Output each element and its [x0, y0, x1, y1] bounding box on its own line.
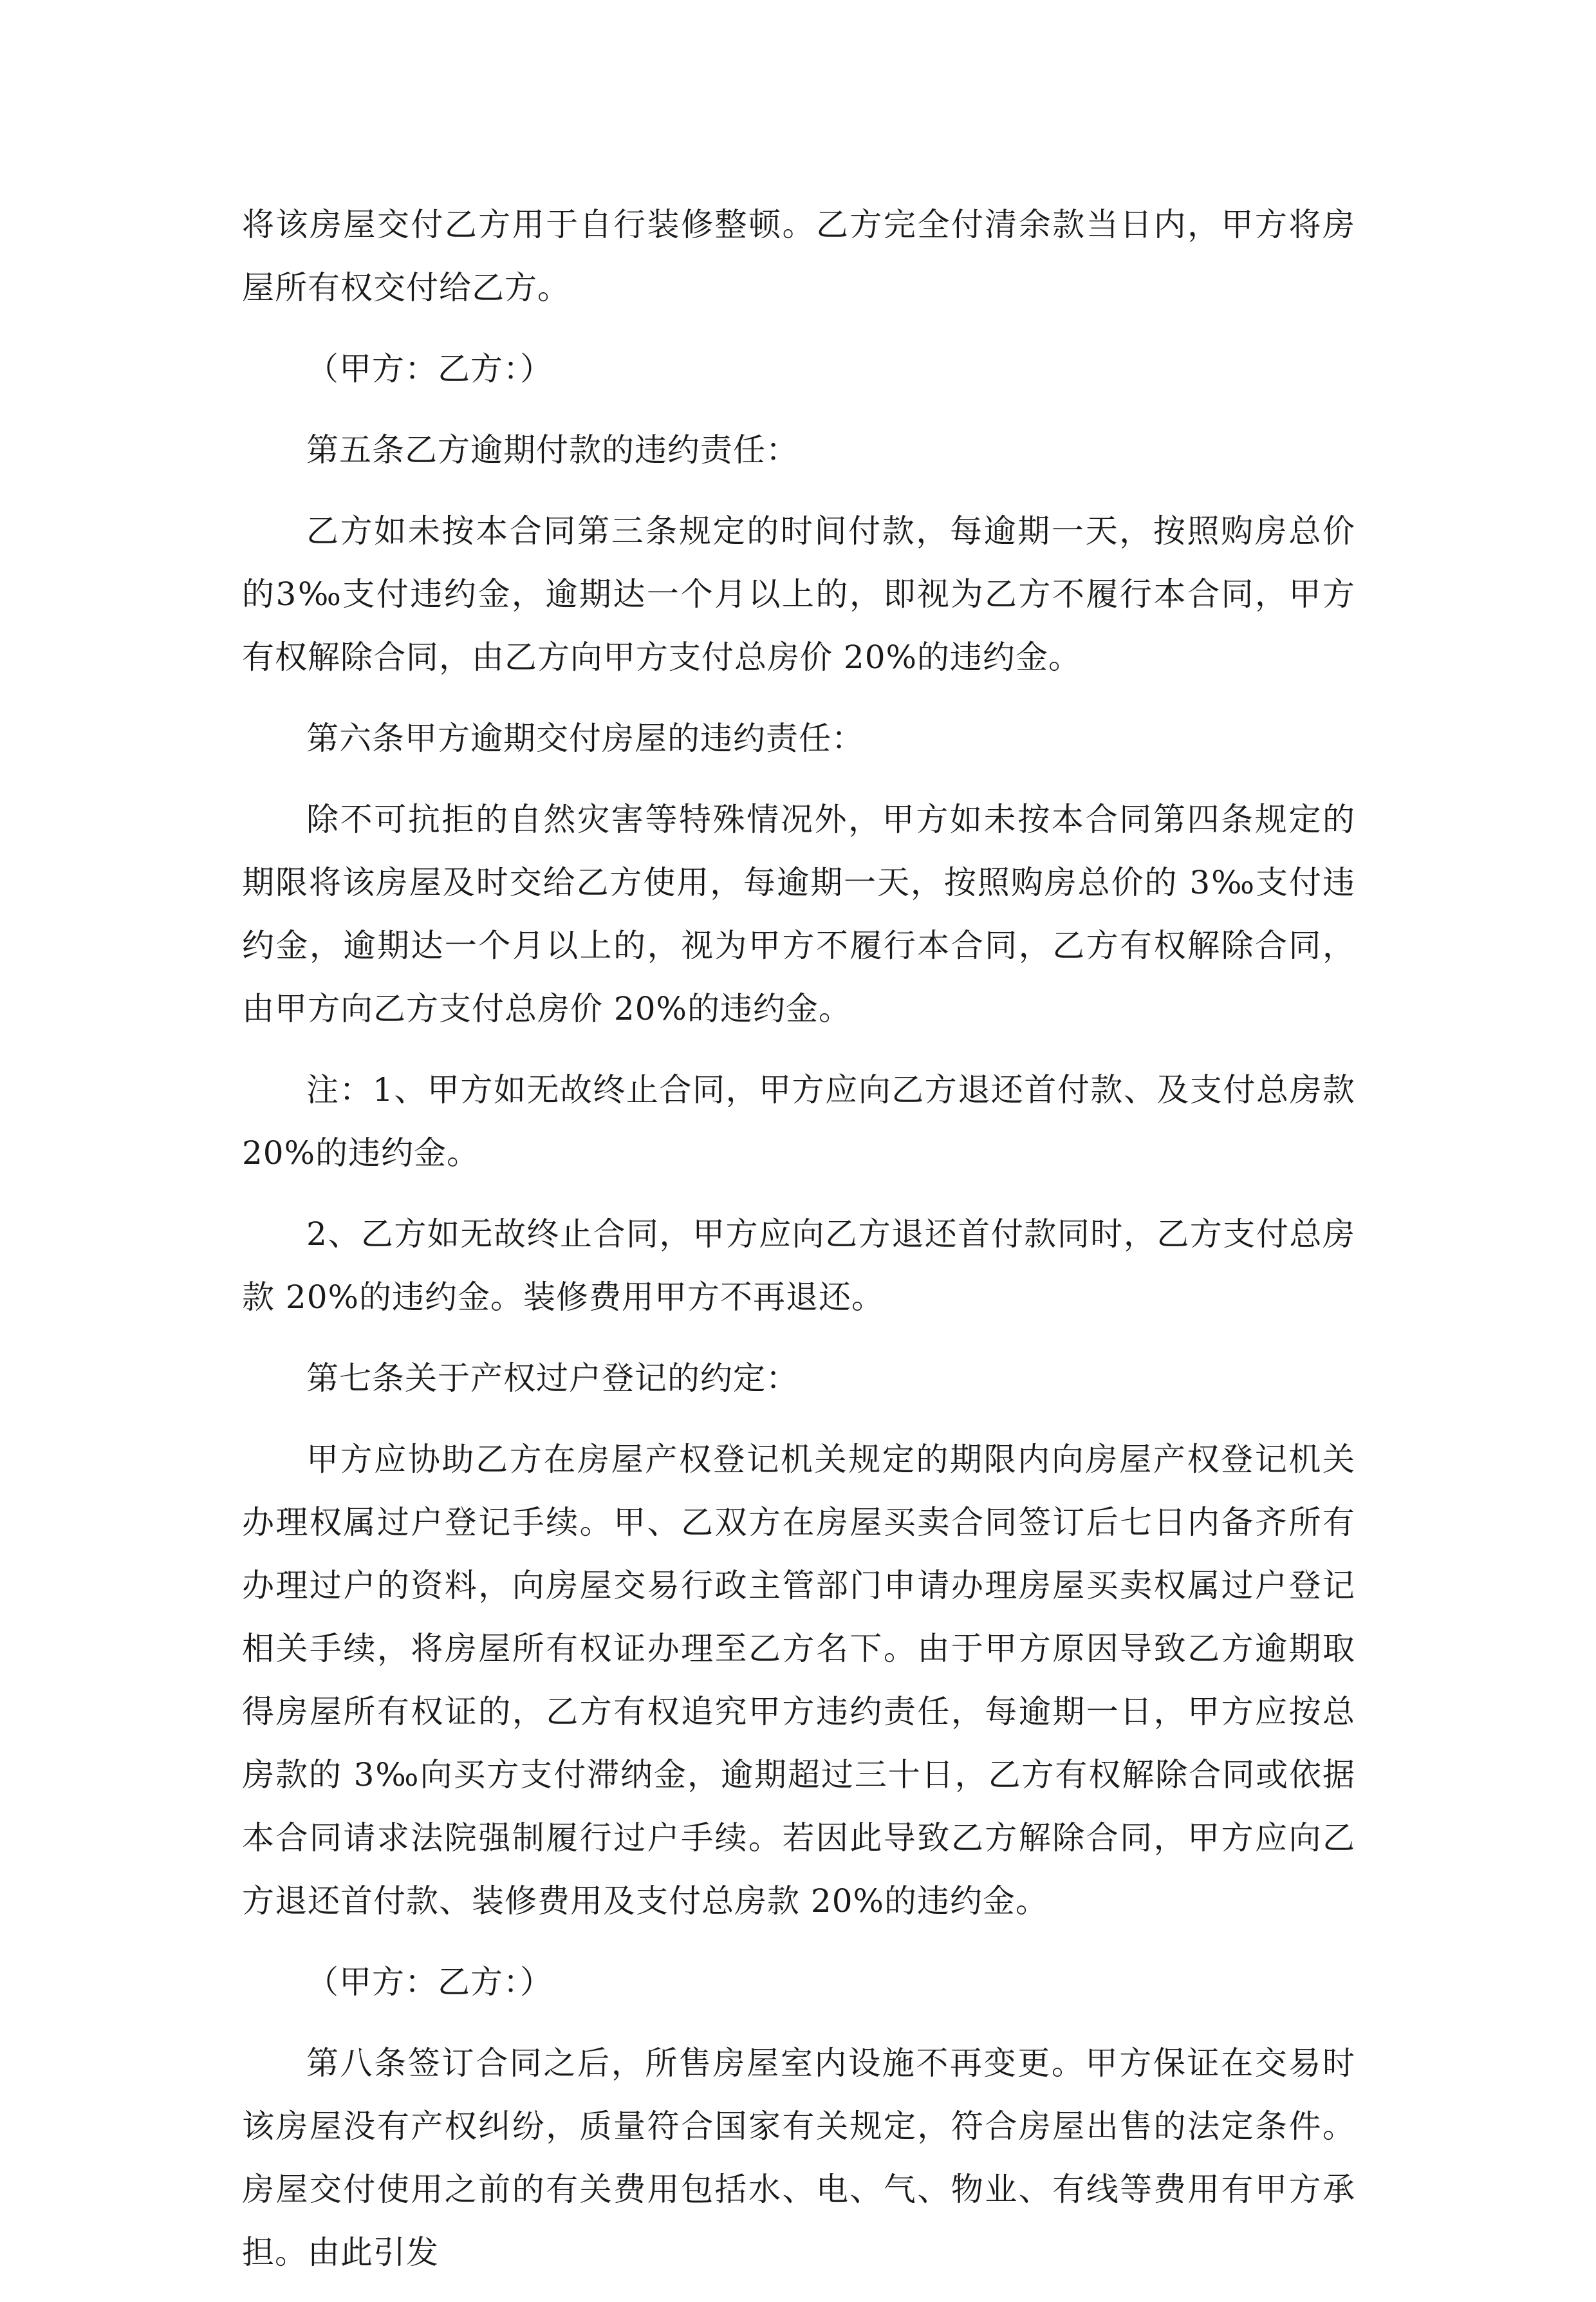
article-7-heading: 第七条关于产权过户登记的约定：: [306, 1360, 799, 1397]
document-body: [242, 193, 1355, 2302]
article-5-heading: 第五条乙方逾期付款的违约责任：: [306, 431, 799, 469]
article-5-body: 乙方如未按本合同第三条规定的时间付款，每逾期一天，按照购房总价的3‰支付违约金，逾期达一个月以上的，即视为乙方不履行本合同，甲方有权解除合同，由乙方向甲方支付总房价 20%的违约金。: [242, 512, 1355, 676]
article-8-body: 第八条签订合同之后，所售房屋室内设施不再变更。甲方保证在交易时该房屋没有产权纠纷，质量符合国家有关规定，符合房屋出售的法定条件。房屋交付使用之前的有关费用包括水、电、气、物业、有线等费用有甲方承担。由此引发: [242, 2045, 1355, 2271]
article-6-body: 除不可抗拒的自然灾害等特殊情况外，甲方如未按本合同第四条规定的期限将该房屋及时交给乙方使用，每逾期一天，按照购房总价的 3‰支付违约金，逾期达一个月以上的，视为甲方不履行本合同，乙方有权解除合同，由甲方向乙方支付总房价 20%的违约金。: [242, 801, 1355, 1027]
paragraph-continuation: 将该房屋交付乙方用于自行装修整顿。乙方完全付清余款当日内，甲方将房屋所有权交付给乙方。: [242, 206, 1355, 306]
note-1: 注：1、甲方如无故终止合同，甲方应向乙方退还首付款、及支付总房款 20%的违约金。: [242, 1071, 1355, 1172]
paragraph-signature-line-2: （甲方：乙方：）: [306, 1963, 553, 2001]
article-6-heading: 第六条甲方逾期交付房屋的违约责任：: [306, 720, 864, 757]
paragraph-signature-line: （甲方：乙方：）: [306, 350, 553, 388]
note-2: 2、乙方如无故终止合同，甲方应向乙方退还首付款同时，乙方支付总房款 20%的违约金。装修费用甲方不再退还。: [242, 1215, 1355, 1316]
article-7-body: 甲方应协助乙方在房屋产权登记机关规定的期限内向房屋产权登记机关办理权属过户登记手续。甲、乙双方在房屋买卖合同签订后七日内备齐所有办理过户的资料，向房屋交易行政主管部门申请办理房屋买卖权属过户登记相关手续，将房屋所有权证办理至乙方名下。由于甲方原因导致乙方逾期取得房屋所有权证的，乙方有权追究甲方违约责任，每逾期一日，甲方应按总房款的 3‰向买方支付滞纳金，逾期超过三十日，乙方有权解除合同或依据本合同请求法院强制履行过户手续。若因此导致乙方解除合同，甲方应向乙方退还首付款、装修费用及支付总房款 20%的违约金。: [242, 1441, 1355, 1920]
